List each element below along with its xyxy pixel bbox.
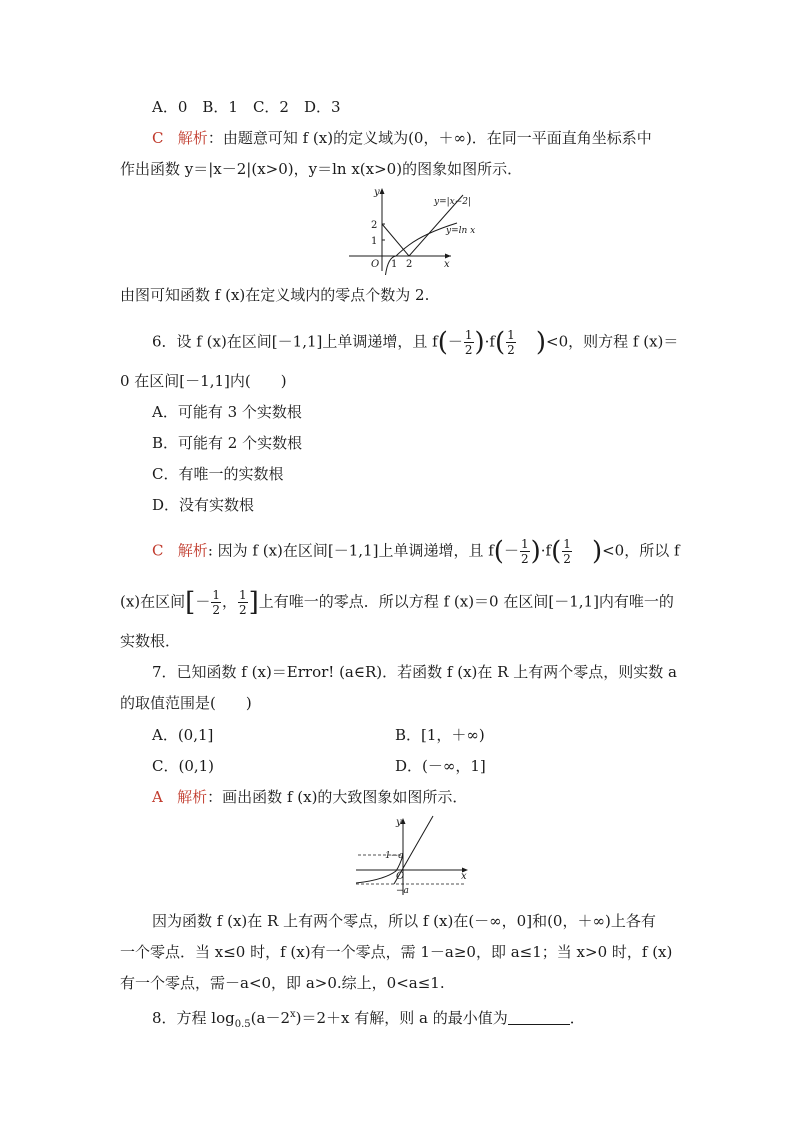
q6-stem-part-c: <0，则方程 f (x)＝ — [546, 332, 679, 351]
q6-stem-line1: 6．设 f (x)在区间[－1,1]上单调递增，且 f(－ $\frac{1}{2}$ )·f( $\frac{1}{2}$ )<0，则方程 f (x)＝ — [152, 327, 679, 358]
q6-fraction-half-2: $\frac{1}{2}$ — [507, 328, 515, 357]
q7-graph — [354, 813, 474, 897]
q5-graph — [345, 183, 485, 275]
q6-solution-line2: (x)在区间[－ $\frac{1}{2}$ ， $\frac{1}{2}$ ]上有唯一的零点．所以方程 f (x)＝0 在区间[－1,1]内有唯一的 — [120, 587, 674, 618]
q7-solution-line4: 有一个零点，需－a<0，即 a>0.综上，0<a≤1. — [120, 974, 445, 992]
q7-y-label: y — [396, 817, 402, 828]
q6-option-b: B．可能有 2 个实数根 — [152, 434, 303, 452]
q5-curve-abs-label: y=|x−2| — [434, 197, 472, 207]
q6-solution-line3: 实数根． — [120, 632, 181, 650]
q6-stem-line2: 0 在区间[－1,1]内( ) — [120, 372, 287, 390]
q7-solution-line2: 因为函数 f (x)在 R 上有两个零点，所以 f (x)在(－∞，0]和(0，＋∞)上各有 — [152, 912, 656, 930]
q7-answer: A — [152, 788, 163, 806]
q5-solution-line2: 作出函数 y＝|x－2|(x>0)，y＝ln x(x>0)的图象如图所示． — [120, 160, 523, 178]
q7-stem-line1: 7．已知函数 f (x)＝Error! (a∈R)．若函数 f (x)在 R 上有两个零点，则实数 a — [152, 663, 677, 681]
q6-minus: － — [447, 332, 463, 351]
q6-bracket-open: [ — [185, 587, 196, 618]
q7-option-b: B．[1，＋∞) — [395, 726, 485, 744]
q5-solution-line3: 由图可知函数 f (x)在定义域内的零点个数为 2. — [120, 286, 430, 304]
q5-tick-x2: 2 — [406, 259, 413, 270]
q6-option-c: C．有唯一的实数根 — [152, 465, 284, 483]
q7-solution-line1 — [152, 787, 467, 807]
q7-solution-label: 解析 — [177, 788, 208, 806]
q8-exponent: x — [290, 1009, 296, 1020]
q5-tick-y1: 1 — [371, 236, 378, 247]
q5-x-label: x — [444, 259, 450, 270]
q8-answer-blank[interactable] — [508, 1010, 570, 1025]
q5-curve-ln-label: y=ln x — [446, 226, 476, 236]
q6-solution-line1: C 解析: 因为 f (x)在区间[－1,1]上单调递增，且 f(－ $\frac{1}{2}$ )·f( $\frac{1}{2}$ )<0，所以 f — [152, 536, 680, 567]
q6-stem-part-a: 6．设 f (x)在区间[－1,1]上单调递增，且 f — [152, 332, 438, 351]
q8-log-base: 0.5 — [234, 1019, 251, 1030]
q6-solution-part-c: <0，所以 f — [602, 541, 680, 560]
q7-x-label: x — [461, 871, 467, 882]
q6-answer: C — [152, 541, 164, 560]
q7-tick-1-minus-a: 1−a — [385, 851, 404, 861]
q5-answer: C — [152, 129, 164, 147]
q6-option-d: D．没有实数根 — [152, 496, 255, 514]
q6-fraction-half: $\frac{1}{2}$ — [464, 328, 473, 357]
q6-solution-label: 解析 — [177, 541, 208, 560]
q5-y-label: y — [374, 187, 380, 198]
q6-bracket-close: ] — [248, 587, 259, 618]
q7-solution-text1: ：画出函数 f (x)的大致图象如图所示． — [207, 788, 468, 806]
q5-solution-label: 解析 — [177, 129, 208, 147]
q6-option-a: A．可能有 3 个实数根 — [152, 403, 302, 421]
q5-origin-label: O — [371, 259, 380, 270]
q5-solution-text1: ：由题意可知 f (x)的定义域为(0，＋∞)．在同一平面直角坐标系中 — [207, 129, 652, 147]
q7-option-d: D．(－∞，1] — [395, 757, 486, 775]
q6-solution-part-a: : 因为 f (x)在区间[－1,1]上单调递增，且 f — [207, 541, 494, 560]
q7-option-a: A．(0,1] — [152, 726, 214, 744]
q7-solution-line3: 一个零点．当 x≤0 时，f (x)有一个零点，需 1－a≥0，即 a≤1；当 x>0 时，f (x) — [120, 943, 673, 961]
q5-solution-line1 — [152, 128, 652, 148]
q7-option-c: C．(0,1) — [152, 757, 215, 775]
q6-paren-open: ( — [437, 327, 448, 358]
q5-tick-y2: 2 — [371, 220, 378, 231]
q7-stem-line2: 的取值范围是( ) — [120, 694, 252, 712]
q5-options: A．0 B．1 C．2 D．3 — [152, 98, 341, 116]
q7-tick-minus-a: −a — [396, 886, 409, 896]
q6-stem-part-b: ·f — [484, 332, 495, 351]
q5-tick-x1: 1 — [391, 259, 398, 270]
q8-stem: 8．方程 $\log_{0.5}(a-2^x)=2+x$ 有解，则 a 的最小值为 ． — [152, 1009, 585, 1030]
q7-origin-label: O — [396, 871, 405, 882]
